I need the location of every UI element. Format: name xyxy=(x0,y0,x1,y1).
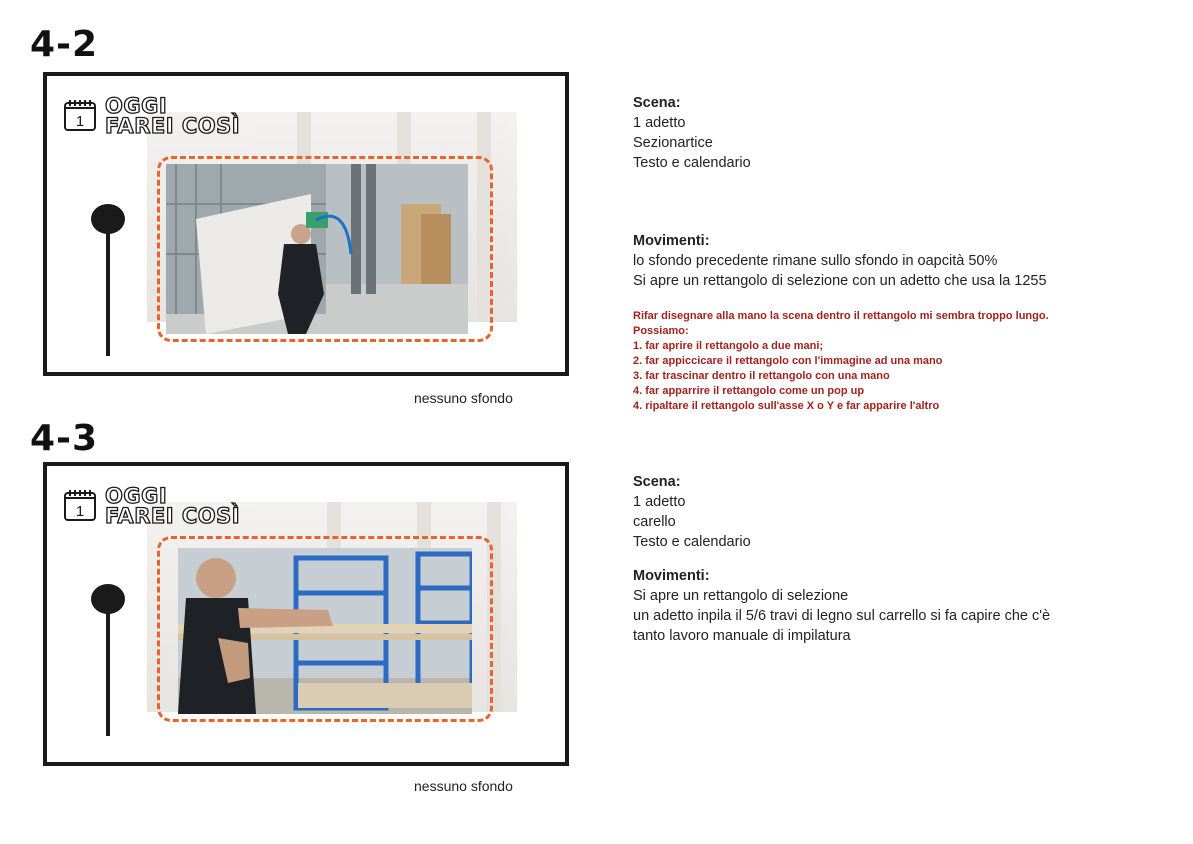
inner-photo-worker-saw xyxy=(166,164,468,334)
movimenti-heading: Movimenti: xyxy=(633,233,710,249)
movimenti-line: Si apre un rettangolo di selezione xyxy=(633,588,849,604)
timeline-pin-stick xyxy=(106,606,110,736)
inner-photo-worker-cart xyxy=(178,548,472,714)
revision-note: 3. far trascinar dentro il rettangolo con una mano xyxy=(633,370,890,382)
scena-line: Testo e calendario xyxy=(633,155,751,171)
storyboard-frame xyxy=(43,462,569,766)
timeline-pin-stick xyxy=(106,226,110,356)
movimenti-line: tanto lavoro manuale di impilatura xyxy=(633,628,851,644)
revision-note: 2. far appiccicare il rettangolo con l'immagine ad una mano xyxy=(633,355,943,367)
logo-line-2: FAREI COSÌ xyxy=(105,504,241,528)
calendar-icon xyxy=(63,488,97,522)
scena-line: carello xyxy=(633,514,676,530)
revision-note: 4. ripaltare il rettangolo sull'asse X o Y e far apparire l'altro xyxy=(633,400,940,412)
scene-number: 4-2 xyxy=(30,24,99,65)
scene-number: 4-3 xyxy=(30,418,99,459)
scena-heading: Scena: xyxy=(633,95,681,111)
scene-notes xyxy=(633,472,1050,646)
calendar-icon xyxy=(63,98,97,132)
movimenti-line: lo sfondo precedente rimane sullo sfondo in oapcità 50% xyxy=(633,253,998,269)
logo-text xyxy=(105,96,240,136)
scena-line: 1 adetto xyxy=(633,115,686,131)
storyboard-frame xyxy=(43,72,569,376)
scena-heading: Scena: xyxy=(633,474,681,490)
logo-line-1: OGGI xyxy=(105,94,168,118)
frame-caption: nessuno sfondo xyxy=(414,390,513,406)
calendar-day: 1 xyxy=(75,503,85,520)
revision-note: Rifar disegnare alla mano la scena dentro il rettangolo mi sembra troppo lungo. xyxy=(633,310,1049,322)
revision-note: 4. far apparrire il rettangolo come un pop up xyxy=(633,385,865,397)
calendar-day: 1 xyxy=(75,113,85,130)
movimenti-line: un adetto inpila il 5/6 travi di legno sul carrello si fa capire che c'è xyxy=(633,608,1051,624)
revision-note: Possiamo: xyxy=(633,325,689,337)
scene-notes xyxy=(633,93,1047,291)
logo-line-2: FAREI COSÌ xyxy=(105,114,241,138)
scena-line: 1 adetto xyxy=(633,494,686,510)
logo-text xyxy=(105,486,240,526)
revision-notes xyxy=(633,309,1049,414)
scena-line: Sezionartice xyxy=(633,135,713,151)
movimenti-line: Si apre un rettangolo di selezione con un adetto che usa la 1255 xyxy=(633,273,1047,289)
revision-note: 1. far aprire il rettangolo a due mani; xyxy=(633,340,824,352)
logo-line-1: OGGI xyxy=(105,484,168,508)
movimenti-heading: Movimenti: xyxy=(633,568,710,584)
frame-caption: nessuno sfondo xyxy=(414,778,513,794)
scena-line: Testo e calendario xyxy=(633,534,751,550)
